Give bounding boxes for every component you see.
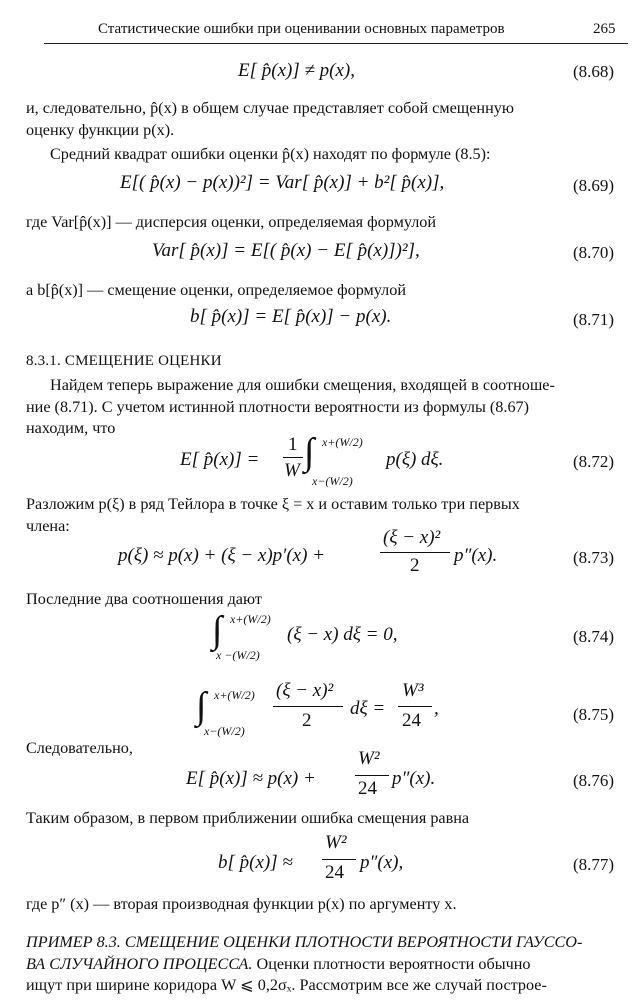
equation-8-73-rhs: p″(x). [454,545,498,566]
example-heading: ПРИМЕР 8.3. СМЕЩЕНИЕ ОЦЕНКИ ПЛОТНОСТИ ВЕРОЯТНОСТИ ГАУССО- [26,933,583,951]
equation-8-73-lhs: p(ξ) ≈ p(x) + (ξ − x)p′(x) + [118,545,325,566]
fraction-denominator: 24 [325,862,344,883]
equation-8-75-end: , [434,698,439,719]
fraction-bar [283,457,303,458]
paragraph-line: Разложим p(ξ) в ряд Тейлора в точке ξ = x и оставим только три первых [26,495,520,513]
equation-number-8-68: (8.68) [573,62,615,81]
paragraph-line: Таким образом, в первом приближении ошибка смещения равна [26,809,470,827]
fraction-bar [355,775,389,776]
example-text: Оценки плотности вероятности обычно [256,955,531,973]
equation-number-8-74: (8.74) [573,627,615,646]
fraction-numerator: W³ [402,680,424,701]
equation-8-74-body: (ξ − x) dξ = 0, [287,624,398,645]
fraction-bar [398,706,432,707]
fraction-bar [273,706,343,707]
equation-number-8-76: (8.76) [573,771,615,790]
fraction-numerator: 1 [288,434,298,455]
equation-number-8-73: (8.73) [573,548,615,567]
section-heading: 8.3.1. СМЕЩЕНИЕ ОЦЕНКИ [26,353,222,369]
fraction-numerator: W² [358,748,380,769]
equation-8-70: Var[ p̂(x)] = E[( p̂(x) − E[ p̂(x)])²], [152,240,420,261]
paragraph-line: оценку функции p(x). [26,121,175,139]
integral-upper-limit: x+(W/2) [322,435,363,449]
paragraph-line: Следовательно, [26,739,133,757]
equation-8-77-lhs: b[ p̂(x)] ≈ [218,852,293,873]
paragraph-line: ищут при ширине коридора W ⩽ 0,2σₓ. Рассмотрим все же случай построе- [26,976,547,994]
integral-upper-limit: x+(W/2) [214,688,255,702]
equation-8-77-rhs: p″(x), [360,852,404,873]
equation-8-68: E[ p̂(x)] ≠ p(x), [238,60,355,81]
fraction-numerator: W² [325,832,347,853]
equation-8-75-mid: dξ = [350,698,386,719]
fraction-denominator: 24 [402,710,421,731]
fraction-bar [322,859,356,860]
paragraph-line: где p″ (x) — вторая производная функции p(x) по аргументу x. [26,895,457,913]
integral-sign: ∫ [212,609,223,651]
paragraph-line: Последние два соотношения дают [26,590,262,608]
equation-8-71: b[ p̂(x)] = E[ p̂(x)] − p(x). [190,306,392,327]
paragraph-line: находим, что [26,419,116,437]
integral-lower-limit: x−(W/2) [312,474,353,488]
fraction-denominator: W [284,460,300,481]
equation-8-76-lhs: E[ p̂(x)] ≈ p(x) + [186,768,316,789]
paragraph-line: ние (8.71). С учетом истинной плотности вероятности из формулы (8.67) [26,398,530,416]
equation-8-69: E[( p̂(x) − p(x))²] = Var[ p̂(x)] + b²[ p̂(x)], [120,172,445,193]
paragraph-line: а b[p̂(x)] — смещение оценки, определяемое формулой [26,281,407,299]
example-heading-cont: ВА СЛУЧАЙНОГО ПРОЦЕССА. [26,955,253,973]
equation-8-76-rhs: p″(x). [392,768,436,789]
equation-8-72-lhs: E[ p̂(x)] = [180,449,260,470]
integral-upper-limit: x+(W/2) [230,612,271,626]
fraction-numerator: (ξ − x)² [383,527,441,548]
equation-number-8-71: (8.71) [573,310,615,329]
equation-number-8-70: (8.70) [573,243,615,262]
fraction-denominator: 2 [410,555,420,576]
fraction-numerator: (ξ − x)² [276,680,334,701]
paragraph-line: Найдем теперь выражение для ошибки смещения, входящей в соотноше- [50,376,555,394]
equation-number-8-69: (8.69) [573,176,615,195]
equation-number-8-72: (8.72) [573,452,615,471]
integral-sign: ∫ [304,431,315,473]
example-line [26,954,530,974]
fraction-denominator: 24 [358,778,377,799]
paragraph-line: где Var[p̂(x)] — дисперсия оценки, определяемая формулой [26,213,437,231]
paragraph-line: Средний квадрат ошибки оценки p̂(x) находят по формуле (8.5): [50,145,491,163]
running-header: Статистические ошибки при оценивании основных параметров [98,21,505,37]
integral-sign: ∫ [196,685,207,727]
page-number: 265 [593,21,616,37]
paragraph-line: члена: [26,517,70,535]
equation-number-8-75: (8.75) [573,705,615,724]
fraction-bar [380,552,450,553]
header-rule [44,43,628,44]
fraction-denominator: 2 [302,710,312,731]
equation-number-8-77: (8.77) [573,855,615,874]
equation-8-72-rhs: p(ξ) dξ. [386,449,444,470]
paragraph-line: и, следовательно, p̂(x) в общем случае представляет собой смещенную [26,99,514,117]
integral-lower-limit: x−(W/2) [204,724,245,738]
integral-lower-limit: x −(W/2) [216,648,260,662]
